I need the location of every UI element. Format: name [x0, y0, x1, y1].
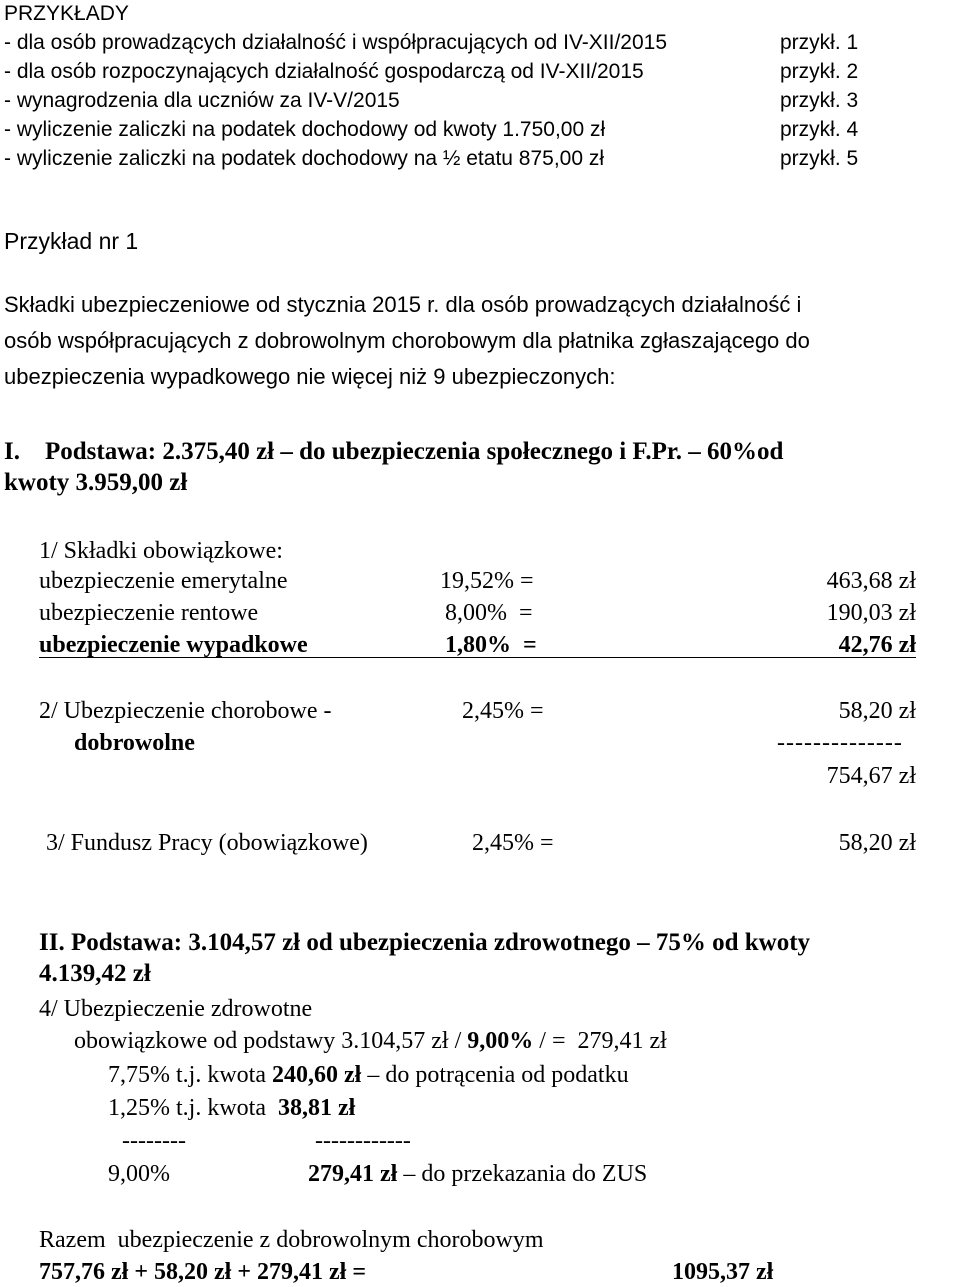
health-dashes-2: ------------: [315, 1128, 411, 1154]
sickness-rate: 2,45% =: [462, 698, 544, 724]
subtotal: 754,67 zł: [826, 763, 916, 789]
intro-ref-4: przykł. 4: [780, 118, 859, 141]
description-line-3: ubezpieczenia wypadkowego nie więcej niż 9 ubezpieczonych:: [4, 364, 616, 389]
sickness-label: 2/ Ubezpieczenie chorobowe -: [39, 698, 332, 724]
total-formula: 757,76 zł + 58,20 zł + 279,41 zł =: [39, 1259, 366, 1285]
description-line-1: Składki ubezpieczeniowe od stycznia 2015 r. dla osób prowadzących działalność i: [4, 292, 802, 317]
health-dashes-1: --------: [122, 1128, 186, 1154]
total-result: 1095,37 zł: [672, 1259, 774, 1285]
sickness-dashes: --------------: [777, 730, 903, 756]
intro-item-1: - dla osób prowadzących działalność i współpracujących od IV-XII/2015: [4, 31, 668, 54]
mandatory-name-3: ubezpieczenie wypadkowe: [39, 632, 308, 658]
intro-item-5: - wyliczenie zaliczki na podatek dochodowy na ½ etatu 875,00 zł: [4, 147, 605, 170]
intro-ref-3: przykł. 3: [780, 89, 859, 112]
section-1-line-1: I. Podstawa: 2.375,40 zł – do ubezpieczenia społecznego i F.Pr. – 60%od: [4, 438, 784, 465]
description-line-2: osób współpracujących z dobrowolnym chorobowym dla płatnika zgłaszającego do: [4, 328, 810, 353]
labor-fund-amount: 58,20 zł: [838, 830, 916, 856]
section-2-line-2: 4.139,42 zł: [39, 960, 151, 987]
mandatory-label: 1/ Składki obowiązkowe:: [39, 538, 283, 564]
health-sum-line: 279,41 zł – do przekazania do ZUS: [308, 1161, 648, 1187]
intro-heading: PRZYKŁADY: [4, 2, 129, 25]
intro-ref-5: przykł. 5: [780, 147, 859, 170]
section-1-line-2: kwoty 3.959,00 zł: [4, 469, 188, 496]
health-label: 4/ Ubezpieczenie zdrowotne: [39, 996, 313, 1022]
sum-underline: [39, 657, 916, 658]
sickness-label-2: dobrowolne: [74, 730, 195, 756]
intro-ref-2: przykł. 2: [780, 60, 859, 83]
mandatory-amount-2: 190,03 zł: [826, 600, 916, 626]
mandatory-amount-3: 42,76 zł: [838, 632, 916, 658]
section-2-line-1: II. Podstawa: 3.104,57 zł od ubezpieczenia zdrowotnego – 75% od kwoty: [39, 929, 811, 956]
mandatory-amount-1: 463,68 zł: [826, 568, 916, 594]
sickness-amount: 58,20 zł: [838, 698, 916, 724]
intro-item-3: - wynagrodzenia dla uczniów za IV-V/2015: [4, 89, 400, 112]
intro-item-2: - dla osób rozpoczynających działalność gospodarczą od IV-XII/2015: [4, 60, 644, 83]
mandatory-name-2: ubezpieczenie rentowe: [39, 600, 259, 626]
health-deductible-line: 7,75% t.j. kwota 240,60 zł – do potrącenia od podatku: [108, 1062, 629, 1088]
labor-fund-label: 3/ Fundusz Pracy (obowiązkowe): [46, 830, 368, 856]
mandatory-rate-3: 1,80% =: [445, 632, 537, 658]
example-title: Przykład nr 1: [4, 228, 139, 254]
health-base-line: obowiązkowe od podstawy 3.104,57 zł / 9,00% / = 279,41 zł: [74, 1028, 667, 1054]
total-label: Razem ubezpieczenie z dobrowolnym chorobowym: [39, 1227, 544, 1253]
labor-fund-rate: 2,45% =: [472, 830, 554, 856]
intro-item-4: - wyliczenie zaliczki na podatek dochodowy od kwoty 1.750,00 zł: [4, 118, 606, 141]
mandatory-rate-2: 8,00% =: [445, 600, 533, 626]
health-nondeductible-line: 1,25% t.j. kwota 38,81 zł: [108, 1095, 356, 1121]
mandatory-rate-1: 19,52% =: [440, 568, 534, 594]
health-sum-rate: 9,00%: [108, 1161, 170, 1187]
intro-ref-1: przykł. 1: [780, 31, 859, 54]
mandatory-name-1: ubezpieczenie emerytalne: [39, 568, 288, 594]
